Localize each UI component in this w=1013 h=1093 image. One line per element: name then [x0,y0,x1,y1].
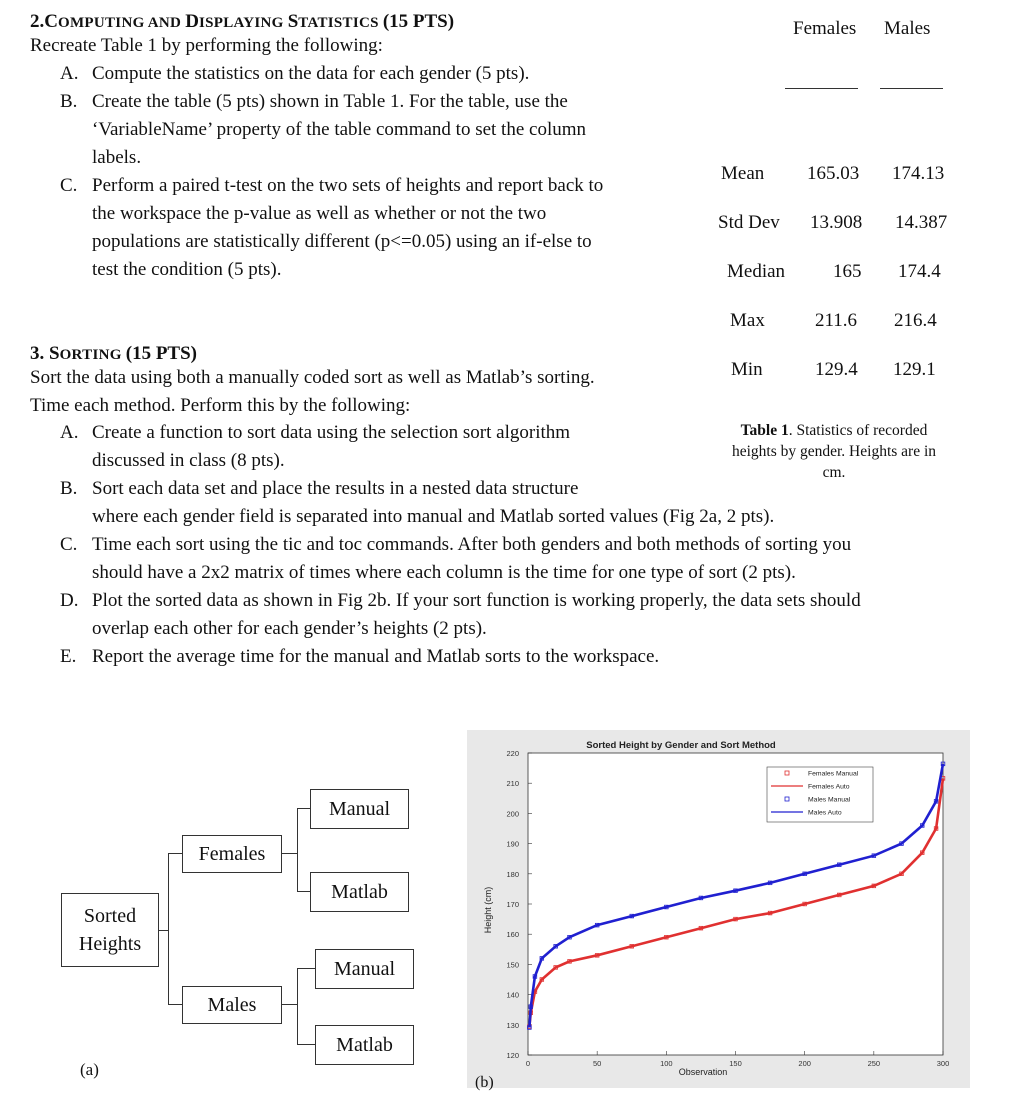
y-tick-label: 180 [506,869,519,879]
stats-row-label: Median [727,261,786,282]
x-tick-label: 300 [936,1059,950,1068]
table-caption-label: Table 1 [740,422,789,439]
panel-label-b: (b) [475,1074,494,1091]
section2-heading: 2.COMPUTING AND DISPLAYING STATISTICS (15 PTS) [30,11,455,32]
section3-item-b-line2: where each gender field is separated into manual and Matlab sorted values (Fig 2a, 2 pts). [92,506,775,527]
y-tick-label: 200 [506,809,519,819]
stats-row-males: 14.387 [895,212,948,233]
node-males-matlab: Matlab [315,1025,414,1065]
x-tick-label: 0 [525,1059,531,1068]
y-tick-label: 220 [506,749,519,758]
stats-row-females: 129.4 [815,359,858,380]
section3-item-a: A. Create a function to sort data using the selection sort algorithm [60,422,571,443]
legend-label: Males Manual [808,796,851,804]
node-females-manual: Manual [310,789,409,829]
connector [297,968,315,969]
x-tick-label: 100 [660,1059,673,1068]
table-caption-line1: . Statistics of recorded [788,422,928,439]
sorted-height-plot [467,730,970,1091]
stats-row-females: 165.03 [807,163,860,184]
plot-axes-box [528,753,943,1055]
stats-row-label: Min [731,359,763,380]
legend-label: Females Manual [808,770,859,778]
section2-intro: Recreate Table 1 by performing the following: [30,35,383,56]
y-tick-label: 150 [506,960,519,970]
node-males-manual: Manual [315,949,414,989]
section2-item-c-line2: the workspace the p-value as well as whether or not the two [92,203,547,224]
node-sorted-heights-line1: Sorted [83,905,137,927]
section3-item-a-line2: discussed in class (8 pts). [92,450,285,471]
y-tick-label: 130 [506,1020,519,1030]
section2-item-c-line3: populations are statistically different (p<=0.05) using an if-else to [92,231,592,252]
y-tick-label: 140 [506,990,519,1000]
stats-row-males: 174.13 [892,163,945,184]
stats-row [712,163,962,193]
stats-row [712,359,962,389]
stats-row-females: 165 [833,261,862,282]
section2-item-a: A. Compute the statistics on the data for each gender (5 pts). [60,63,530,84]
plot-svg [467,730,970,1088]
section3-intro-line1: Sort the data using both a manually coded sort as well as Matlab’s sorting. [30,367,595,388]
stats-row-females: 13.908 [810,212,863,233]
stats-row-label: Std Dev [718,212,780,233]
section3-heading: 3. SORTING (15 PTS) [30,343,197,364]
legend-label: Females Auto [808,783,850,791]
node-males: Males [182,986,282,1024]
y-tick-label: 160 [506,930,519,940]
y-tick-label: 210 [506,779,519,789]
panel-label-a: (a) [80,1060,99,1079]
section3-item-d-line2: overlap each other for each gender’s heights (2 pts). [92,618,487,639]
stats-header-males: Males [884,18,931,39]
plot-xlabel: Observation [678,1067,728,1077]
y-tick-label: 120 [506,1051,519,1060]
plot-ylabel: Height (cm) [483,886,493,934]
stats-row-males: 216.4 [894,310,937,331]
section2-item-c: C. Perform a paired t-test on the two sets of heights and report back to [60,175,604,196]
connector [168,1004,182,1005]
y-tick-label: 170 [506,900,519,909]
section3-item-e: E. Report the average time for the manual and Matlab sorts to the workspace. [60,646,660,667]
node-females-matlab: Matlab [310,872,409,912]
section3-item-c: C. Time each sort using the tic and toc commands. After both genders and both methods of sorting you [60,534,852,555]
stats-row [712,310,962,340]
section3-item-c-line2: should have a 2x2 matrix of times where each column is the time for one type of sort (2 pts). [92,562,796,583]
x-tick-label: 50 [592,1059,602,1068]
connector [282,1004,298,1005]
stats-rule-males [880,88,943,89]
y-tick-label: 190 [506,839,519,849]
stats-row-females: 211.6 [815,310,858,331]
section3-item-b: B. Sort each data set and place the results in a nested data structure [60,478,579,499]
connector [297,808,310,809]
stats-rule-females [785,88,858,89]
connector [297,968,298,1045]
stats-row-label: Max [730,310,765,331]
connector [297,1044,315,1045]
section2-item-b-line2: ‘VariableName’ property of the table command to set the column [92,119,586,140]
stats-row-males: 129.1 [893,359,936,380]
legend-label: Males Auto [808,809,842,817]
x-tick-label: 200 [798,1059,811,1068]
section3-item-d: D. Plot the sorted data as shown in Fig 2b. If your sort function is working properly, the data sets should [60,590,861,611]
x-tick-label: 250 [867,1059,881,1068]
section2-item-b: B. Create the table (5 pts) shown in Table 1. For the table, use the [60,91,568,112]
plot-legend [767,767,873,822]
stats-row [712,261,962,291]
connector [168,853,182,854]
table-caption-line2: heights by gender. Heights are in [731,443,937,460]
connector [297,808,298,892]
section2-item-c-line4: test the condition (5 pts). [92,259,282,280]
section3-intro-line2: Time each method. Perform this by the following: [30,395,411,416]
stats-row-label: Mean [721,163,765,184]
node-sorted-heights-line2: Heights [78,933,142,955]
connector [297,891,310,892]
connector [168,853,169,1005]
plot-title: Sorted Height by Gender and Sort Method [586,740,776,751]
connector [282,853,298,854]
table-caption [700,420,968,483]
section2-item-b-line3: labels. [92,147,142,168]
stats-row-males: 174.4 [898,261,941,282]
x-tick-label: 150 [729,1059,742,1068]
stats-header-females: Females [793,18,857,39]
node-females: Females [182,835,282,873]
table-caption-line3: cm. [822,464,846,481]
stats-row [712,212,962,242]
node-sorted-heights [61,893,159,967]
